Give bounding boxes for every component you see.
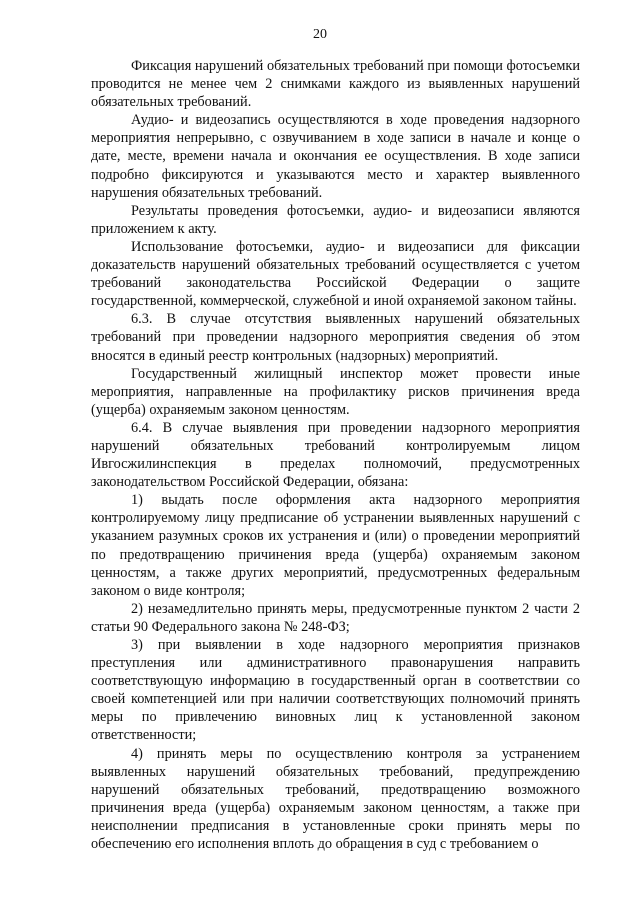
paragraph-inspector: Государственный жилищный инспектор может провести иные мероприятия, направленные на профилактику рисков причинения вреда (ущерба) охраняемым законом ценностям. <box>91 365 580 418</box>
paragraph-results-attachment: Результаты проведения фотосъемки, аудио- и видеозаписи являются приложением к акту. <box>91 202 580 237</box>
paragraph-6-4: 6.4. В случае выявления при проведении надзорного мероприятия нарушений обязательных требований контролируемым лицом Ивгосжилинспекция в пределах полномочий, предусмотренных законодательством Российской Федерации, обязана: <box>91 419 580 491</box>
list-item-4: 4) принять меры по осуществлению контроля за устранением выявленных нарушений обязательных требований, предупреждению нарушений обязательных требований, предотвращению возможного причинения вреда (ущерба) охраняемым законом ценностям, а также при неисполнении предписания в установленные сроки принять меры по обеспечению его исполнения вплоть до обращения в суд с требованием о <box>91 745 580 853</box>
paragraph-6-3: 6.3. В случае отсутствия выявленных нарушений обязательных требований при проведении надзорного мероприятия сведения об этом вносятся в единый реестр контрольных (надзорных) мероприятий. <box>91 311 580 364</box>
page-number: 20 <box>313 27 327 42</box>
list-item-2: 2) незамедлительно принять меры, предусмотренные пунктом 2 части 2 статьи 90 Федерального закона № 248-ФЗ; <box>91 600 580 635</box>
paragraph-photo-fixation: Фиксация нарушений обязательных требований при помощи фотосъемки проводится не менее чем 2 снимками каждого из выявленных нарушений обязательных требований. <box>91 58 580 111</box>
paragraph-use-of-recording: Использование фотосъемки, аудио- и видеозаписи для фиксации доказательств нарушений обязательных требований осуществляется с учетом требований законодательства Российской Федерации о защите государственной, коммерческой, служебной и иной охраняемой законом тайны. <box>91 238 580 310</box>
paragraph-audio-video: Аудио- и видеозапись осуществляются в ходе проведения надзорного мероприятия непрерывно, с озвучиванием в ходе записи в начале и конце о дате, месте, времени начала и окончания ее осуществления. В ходе записи подробно фиксируются и указываются место и характер выявленного нарушения обязательных требований. <box>91 112 580 201</box>
list-item-3: 3) при выявлении в ходе надзорного мероприятия признаков преступления или административного правонарушения направить соответствующую информацию в государственный орган в соответствии со своей компетенцией или при наличии соответствующих полномочий принять меры по привлечению виновных лиц к установленной законом ответственности; <box>91 637 580 744</box>
document-body <box>91 57 580 853</box>
list-item-1: 1) выдать после оформления акта надзорного мероприятия контролируемому лицу предписание об устранении выявленных нарушений с указанием разумных сроков их устранения и (или) о проведении мероприятий по предотвращению причинения вреда (ущерба) охраняемым законом ценностям, а также других мероприятий, предусмотренных федеральным законом о виде контроля; <box>91 492 580 599</box>
